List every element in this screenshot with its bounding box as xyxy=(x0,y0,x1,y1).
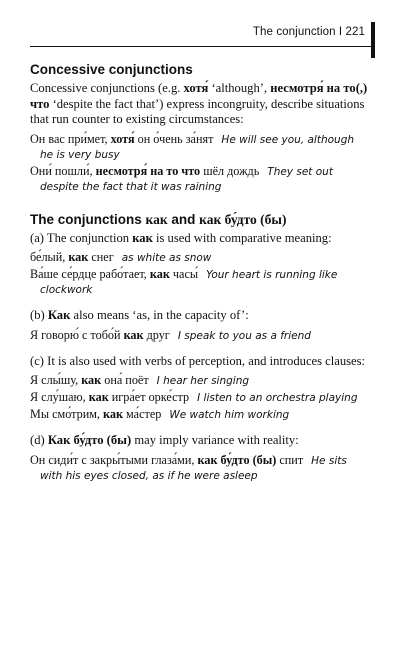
example-line xyxy=(30,390,375,406)
example-line xyxy=(30,164,375,195)
example-ru: Я слы́шу, xyxy=(30,373,82,387)
example-keyword: несмотря́ на то что xyxy=(95,163,201,178)
para-b-word: Как xyxy=(47,308,71,322)
example-line xyxy=(30,267,375,298)
example-ru: Я слу́шаю, xyxy=(30,390,89,404)
example-line xyxy=(30,250,375,266)
heading-text: The conjunctions xyxy=(30,211,146,227)
para-a-word: как xyxy=(132,230,153,245)
intro-text-1: Concessive conjunctions (e.g. xyxy=(30,81,184,95)
example-ru: друг xyxy=(143,327,170,342)
para-a-text: is used with comparative meaning: xyxy=(152,230,332,245)
example-ru: Я говорю́ с тобо́й xyxy=(30,327,124,342)
example-en: He sits xyxy=(311,454,347,467)
example-line xyxy=(30,373,375,389)
intro-word-nesmotrya: несмотря́ на то(,) что xyxy=(30,81,368,111)
example-ru: шёл дождь xyxy=(200,163,260,178)
example-en: I listen to an orchestra playing xyxy=(197,392,358,404)
para-d-label: (d) xyxy=(30,433,48,447)
example-ru: игра́ет орке́стр xyxy=(108,390,190,404)
para-c: (c) It is also used with verbs of perception, and introduces clauses: xyxy=(30,353,366,368)
para-c-examples xyxy=(30,373,375,423)
section-heading-kak xyxy=(30,211,375,228)
heading-ru-kak-budto: как бу́дто (бы) xyxy=(199,211,287,227)
para-a xyxy=(30,231,375,247)
example-en: as white as snow xyxy=(121,252,212,264)
example-ru: Мы смо́трим, xyxy=(30,407,104,421)
example-ru: спит xyxy=(276,452,304,467)
intro-text-3: ‘despite the fact that’) express incongruity, describe situations that run counter to existing circumstances: xyxy=(30,96,365,126)
heading-ru-kak: как xyxy=(145,211,168,227)
concessive-examples xyxy=(30,132,375,195)
example-keyword: как xyxy=(81,373,102,387)
para-d-word: Как бу́дто (бы) xyxy=(47,433,132,447)
example-en: Your heart is running like xyxy=(206,269,338,281)
example-ru: Он сиди́т с закры́тыми глаза́ми, xyxy=(30,452,198,467)
intro-word-khotya: хотя́ xyxy=(183,81,209,95)
example-en: I speak to you as a friend xyxy=(177,329,311,342)
para-b-examples xyxy=(30,328,375,344)
para-b-text: also means ‘as, in the capacity of’: xyxy=(70,308,249,322)
example-en-cont: clockwork xyxy=(40,284,93,296)
example-en: They set out xyxy=(267,165,333,178)
example-en-cont: he is very busy xyxy=(40,148,120,161)
example-ru: Они́ пошли́, xyxy=(30,163,96,178)
example-en: We watch him working xyxy=(169,409,290,421)
heading-and: and xyxy=(167,211,200,227)
para-d-examples xyxy=(30,453,375,484)
para-d xyxy=(30,433,375,449)
example-keyword: как xyxy=(88,390,109,404)
example-ru: часы́ xyxy=(169,267,199,281)
example-keyword: как xyxy=(68,250,89,264)
example-en: He will see you, although xyxy=(221,133,355,146)
example-keyword: как xyxy=(149,267,170,281)
example-ru: снег xyxy=(88,250,114,264)
example-ru: Он вас при́мет, xyxy=(30,131,111,146)
para-b xyxy=(30,308,375,324)
example-line xyxy=(30,328,375,344)
example-en-cont: despite the fact that it was raining xyxy=(40,180,222,193)
running-head xyxy=(30,20,375,47)
example-ru: ма́стер xyxy=(123,407,162,421)
example-ru: он о́чень за́нят xyxy=(134,131,214,146)
example-line xyxy=(30,132,375,163)
para-b-label: (b) xyxy=(30,308,48,322)
example-keyword: как xyxy=(123,327,144,342)
intro-text-2: ‘although’, xyxy=(208,81,271,95)
example-ru: Ва́ше се́рдце рабо́тает, xyxy=(30,267,150,281)
para-d-text: may imply variance with reality: xyxy=(131,433,299,447)
para-a-examples xyxy=(30,250,375,298)
example-en: I hear her singing xyxy=(156,375,250,387)
example-ru: бе́лый, xyxy=(30,250,69,264)
running-head-bar xyxy=(371,22,375,58)
book-page xyxy=(30,20,375,484)
example-en-cont: with his eyes closed, as if he were asleep xyxy=(40,469,258,482)
example-keyword: как xyxy=(103,407,123,421)
example-line xyxy=(30,407,375,423)
running-head-text: The conjunction I 221 xyxy=(252,26,365,38)
example-keyword: хотя́ xyxy=(110,131,135,146)
concessive-intro xyxy=(30,81,375,128)
example-ru: она́ поёт xyxy=(101,373,149,387)
example-keyword: как бу́дто (бы) xyxy=(197,452,277,467)
section-heading-concessive: Concessive conjunctions xyxy=(30,62,193,77)
example-line xyxy=(30,453,375,484)
para-a-label: (a) The conjunction xyxy=(30,230,133,245)
